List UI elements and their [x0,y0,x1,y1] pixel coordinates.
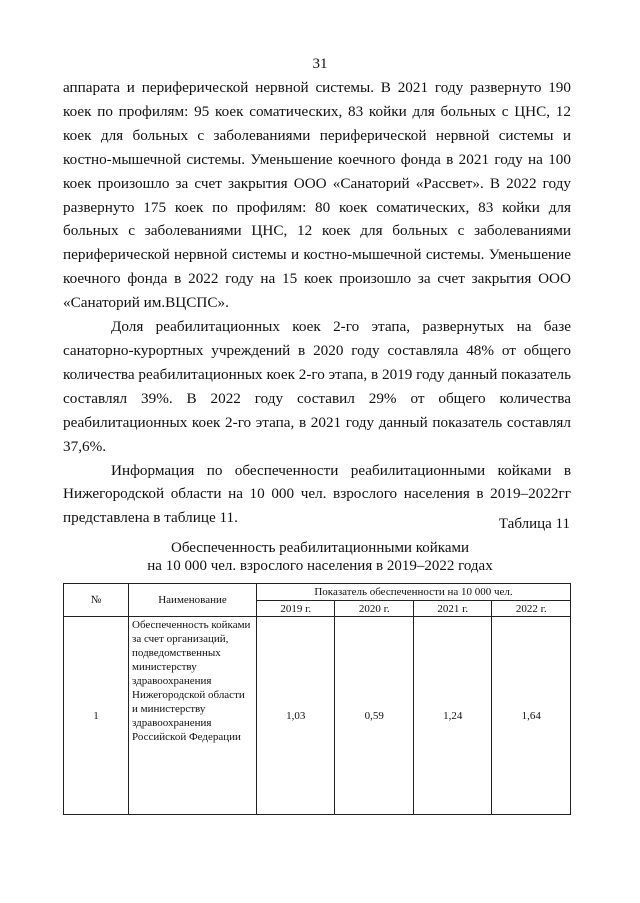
table-caption [0,539,640,575]
paragraph-1: аппарата и периферической нервной системы. В 2021 году развернуто 190 коек по профилям: 95 коек соматических, 83 койки для больных с ЦНС, 12 коек для больных с заболеваниями периферической нервной системы и костно-мышечной системы. Уменьшение коечного фонда в 2021 году на 100 коек произошло за счет закрытия ООО «Санаторий «Рассвет». В 2022 году развернуто 175 коек по профилям: 80 коек соматических, 83 койки для больных с заболеваниями ЦНС, 12 коек для больных с заболеваниями периферической нервной системы и костно-мышечной системы. Уменьшение коечного фонда в 2022 году на 15 коек произошло за счет закрытия ООО «Санаторий им.ВЦСПС». [63,79,571,312]
paragraph-3: Информация по обеспеченности реабилитационными койками в Нижегородской области на 10 000 чел. взрослого населения в 2019–2022гг представлена в таблице 11. [63,461,571,527]
header-year-2021: 2021 г. [413,601,491,617]
row-value-2019: 1,03 [257,617,335,815]
row-value-2022: 1,64 [492,617,571,815]
header-name: Наименование [129,584,257,617]
header-year-2022: 2022 г. [492,601,571,617]
row-name: Обеспеченность койками за счет организаций, подведомственных министерству здравоохранения Нижегородской области и министерству здравоохранения Российской Федерации [129,617,257,815]
body-text [63,76,571,530]
row-number: 1 [64,617,129,815]
paragraph-2: Доля реабилитационных коек 2-го этапа, развернутых на базе санаторно-курортных учреждений в 2020 году составляла 48% от общего количества реабилитационных коек 2-го этапа, в 2019 году данный показатель составлял 39%. В 2022 году составил 29% от общего количества реабилитационных коек 2-го этапа, в 2021 году данный показатель составлял 37,6%. [63,318,571,455]
row-value-2020: 0,59 [335,617,413,815]
table-label: Таблица 11 [498,516,570,532]
header-number: № [64,584,129,617]
data-table [63,583,571,815]
page-number: 31 [312,56,328,72]
table-header-row [64,584,571,601]
header-year-2020: 2020 г. [335,601,413,617]
table-caption-line-1: Обеспеченность реабилитационными койками [170,540,469,556]
table-row [64,617,571,815]
table-caption-line-2: на 10 000 чел. взрослого населения в 2019–2022 годах [147,558,493,574]
header-year-2019: 2019 г. [257,601,335,617]
header-indicator-group: Показатель обеспеченности на 10 000 чел. [257,584,571,601]
row-value-2021: 1,24 [413,617,491,815]
